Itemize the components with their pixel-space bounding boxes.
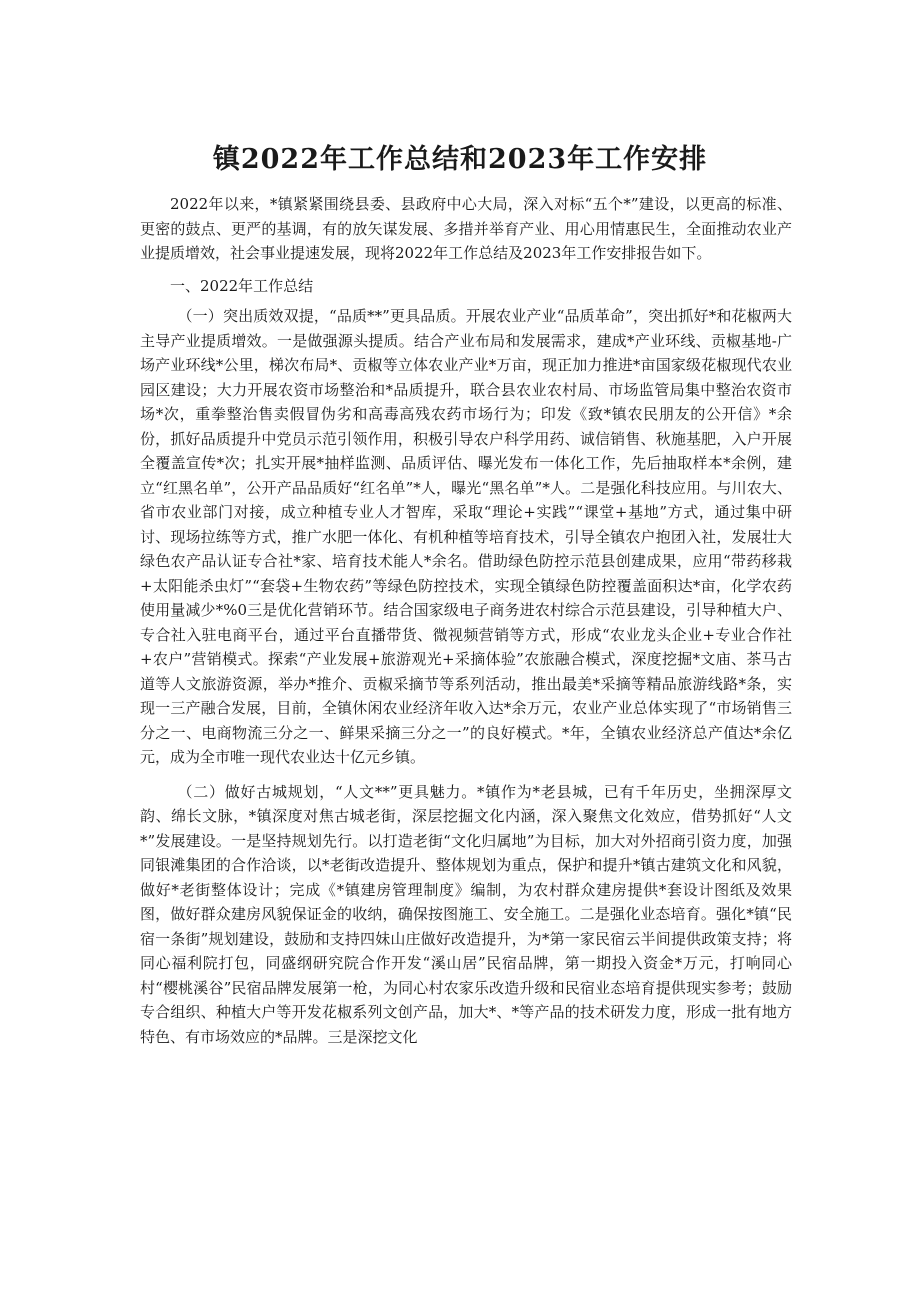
section-heading: 一、2022年工作总结 xyxy=(170,276,314,295)
intro-paragraph: 2022年以来，*镇紧紧围绕县委、县政府中心大局，深入对标“五个*”建设，以更高的标准、更密的鼓点、更严的基调，有的放矢谋发展、多措并举育产业、用心用情惠民生，全面推动农业产业提质增效，社会事业提速发展，现将2022年工作总结及2023年工作安排报告如下。 xyxy=(140,195,792,262)
body-paragraph-ancient-town: （二）做好古城规划，“人文**”更具魅力。*镇作为*老县城，已有千年历史，坐拥深厚文韵、绵长文脉，*镇深度对焦古城老街，深层挖掘文化内涵，深入聚焦文化效应，借势抓好“人文*”发展建设。一是坚持规划先行。以打造老街“文化归属地”为目标，加大对外招商引资力度，加强同银滩集团的合作洽谈，以*老街改造提升、整体规划为重点，保护和提升*镇古建筑文化和风貌，做好*老街整体设计；完成《*镇建房管理制度》编制，为农村群众建房提供*套设计图纸及效果图，做好群众建房风貌保证金的收纳，确保按图施工、安全施工。二是强化业态培育。强化*镇“民宿一条街”规划建设，鼓励和支持四妹山庄做好改造提升，为*第一家民宿云半间提供政策支持；将同心福利院打包，同盛纲研究院合作开发“溪山居”民宿品牌，第一期投入资金*万元，打响同心村“樱桃溪谷”民宿品牌发展第一枪，为同心村农家乐改造升级和民宿业态培育提供现实参考；鼓励专合组织、种植大户等开发花椒系列文创产品，加大*、*等产品的技术研发力度，形成一批有地方特色、有市场效应的*品牌。三是深挖文化 xyxy=(140,782,792,1046)
document-title: 镇2022年工作总结和2023年工作安排 xyxy=(212,144,708,175)
document-body xyxy=(140,192,792,1049)
body-paragraph-quality: （一）突出质效双提，“品质**”更具品质。开展农业产业“品质革命”，突出抓好*和花椒两大主导产业提质增效。一是做强源头提质。结合产业布局和发展需求，建成*产业环线、贡椒基地-广场产业环线*公里，梯次布局*、贡椒等立体农业产业*万亩，现正加力推进*亩国家级花椒现代农业园区建设；大力开展农资市场整治和*品质提升，联合县农业农村局、市场监管局集中整治农资市场*次，重拳整治售卖假冒伪劣和高毒高残农药市场行为；印发《致*镇农民朋友的公开信》*余份，抓好品质提升中党员示范引领作用，积极引导农户科学用药、诚信销售、秋施基肥，入户开展全覆盖宣传*次；扎实开展*抽样监测、品质评估、曝光发布一体化工作，先后抽取样本*余例，建立“红黑名单”，公开产品品质好“红名单”*人，曝光“黑名单”*人。二是强化科技应用。与川农大、省市农业部门对接，成立种植专业人才智库，采取“理论+实践”“课堂+基地”方式，通过集中研讨、现场拉练等方式，推广水肥一体化、有机种植等培育技术，引导全镇农户抱团入社，发展壮大绿色农产品认证专合社*家、培育技术能人*余名。借助绿色防控示范县创建成果，应用“带药移栽+太阳能杀虫灯”“套袋+生物农药”等绿色防控技术，实现全镇绿色防控覆盖面积达*亩，化学农药使用量减少*%0三是优化营销环节。结合国家级电子商务进农村综合示范县建设，引导种植大户、专合社入驻电商平台，通过平台直播带货、微视频营销等方式，形成“农业龙头企业+专业合作社+农户”营销模式。探索“产业发展+旅游观光+采摘体验”农旅融合模式，深度挖掘*文庙、茶马古道等人文旅游资源，举办*推介、贡椒采摘节等系列活动，推出最美*采摘等精品旅游线路*条，实现一三产融合发展，目前，全镇休闲农业经济年收入达*余万元，农业产业总体实现了“市场销售三分之一、电商物流三分之一、鲜果采摘三分之一”的良好模式。*年，全镇农业经济总产值达*余亿元，成为全市唯一现代农业达十亿元乡镇。 xyxy=(140,307,792,766)
